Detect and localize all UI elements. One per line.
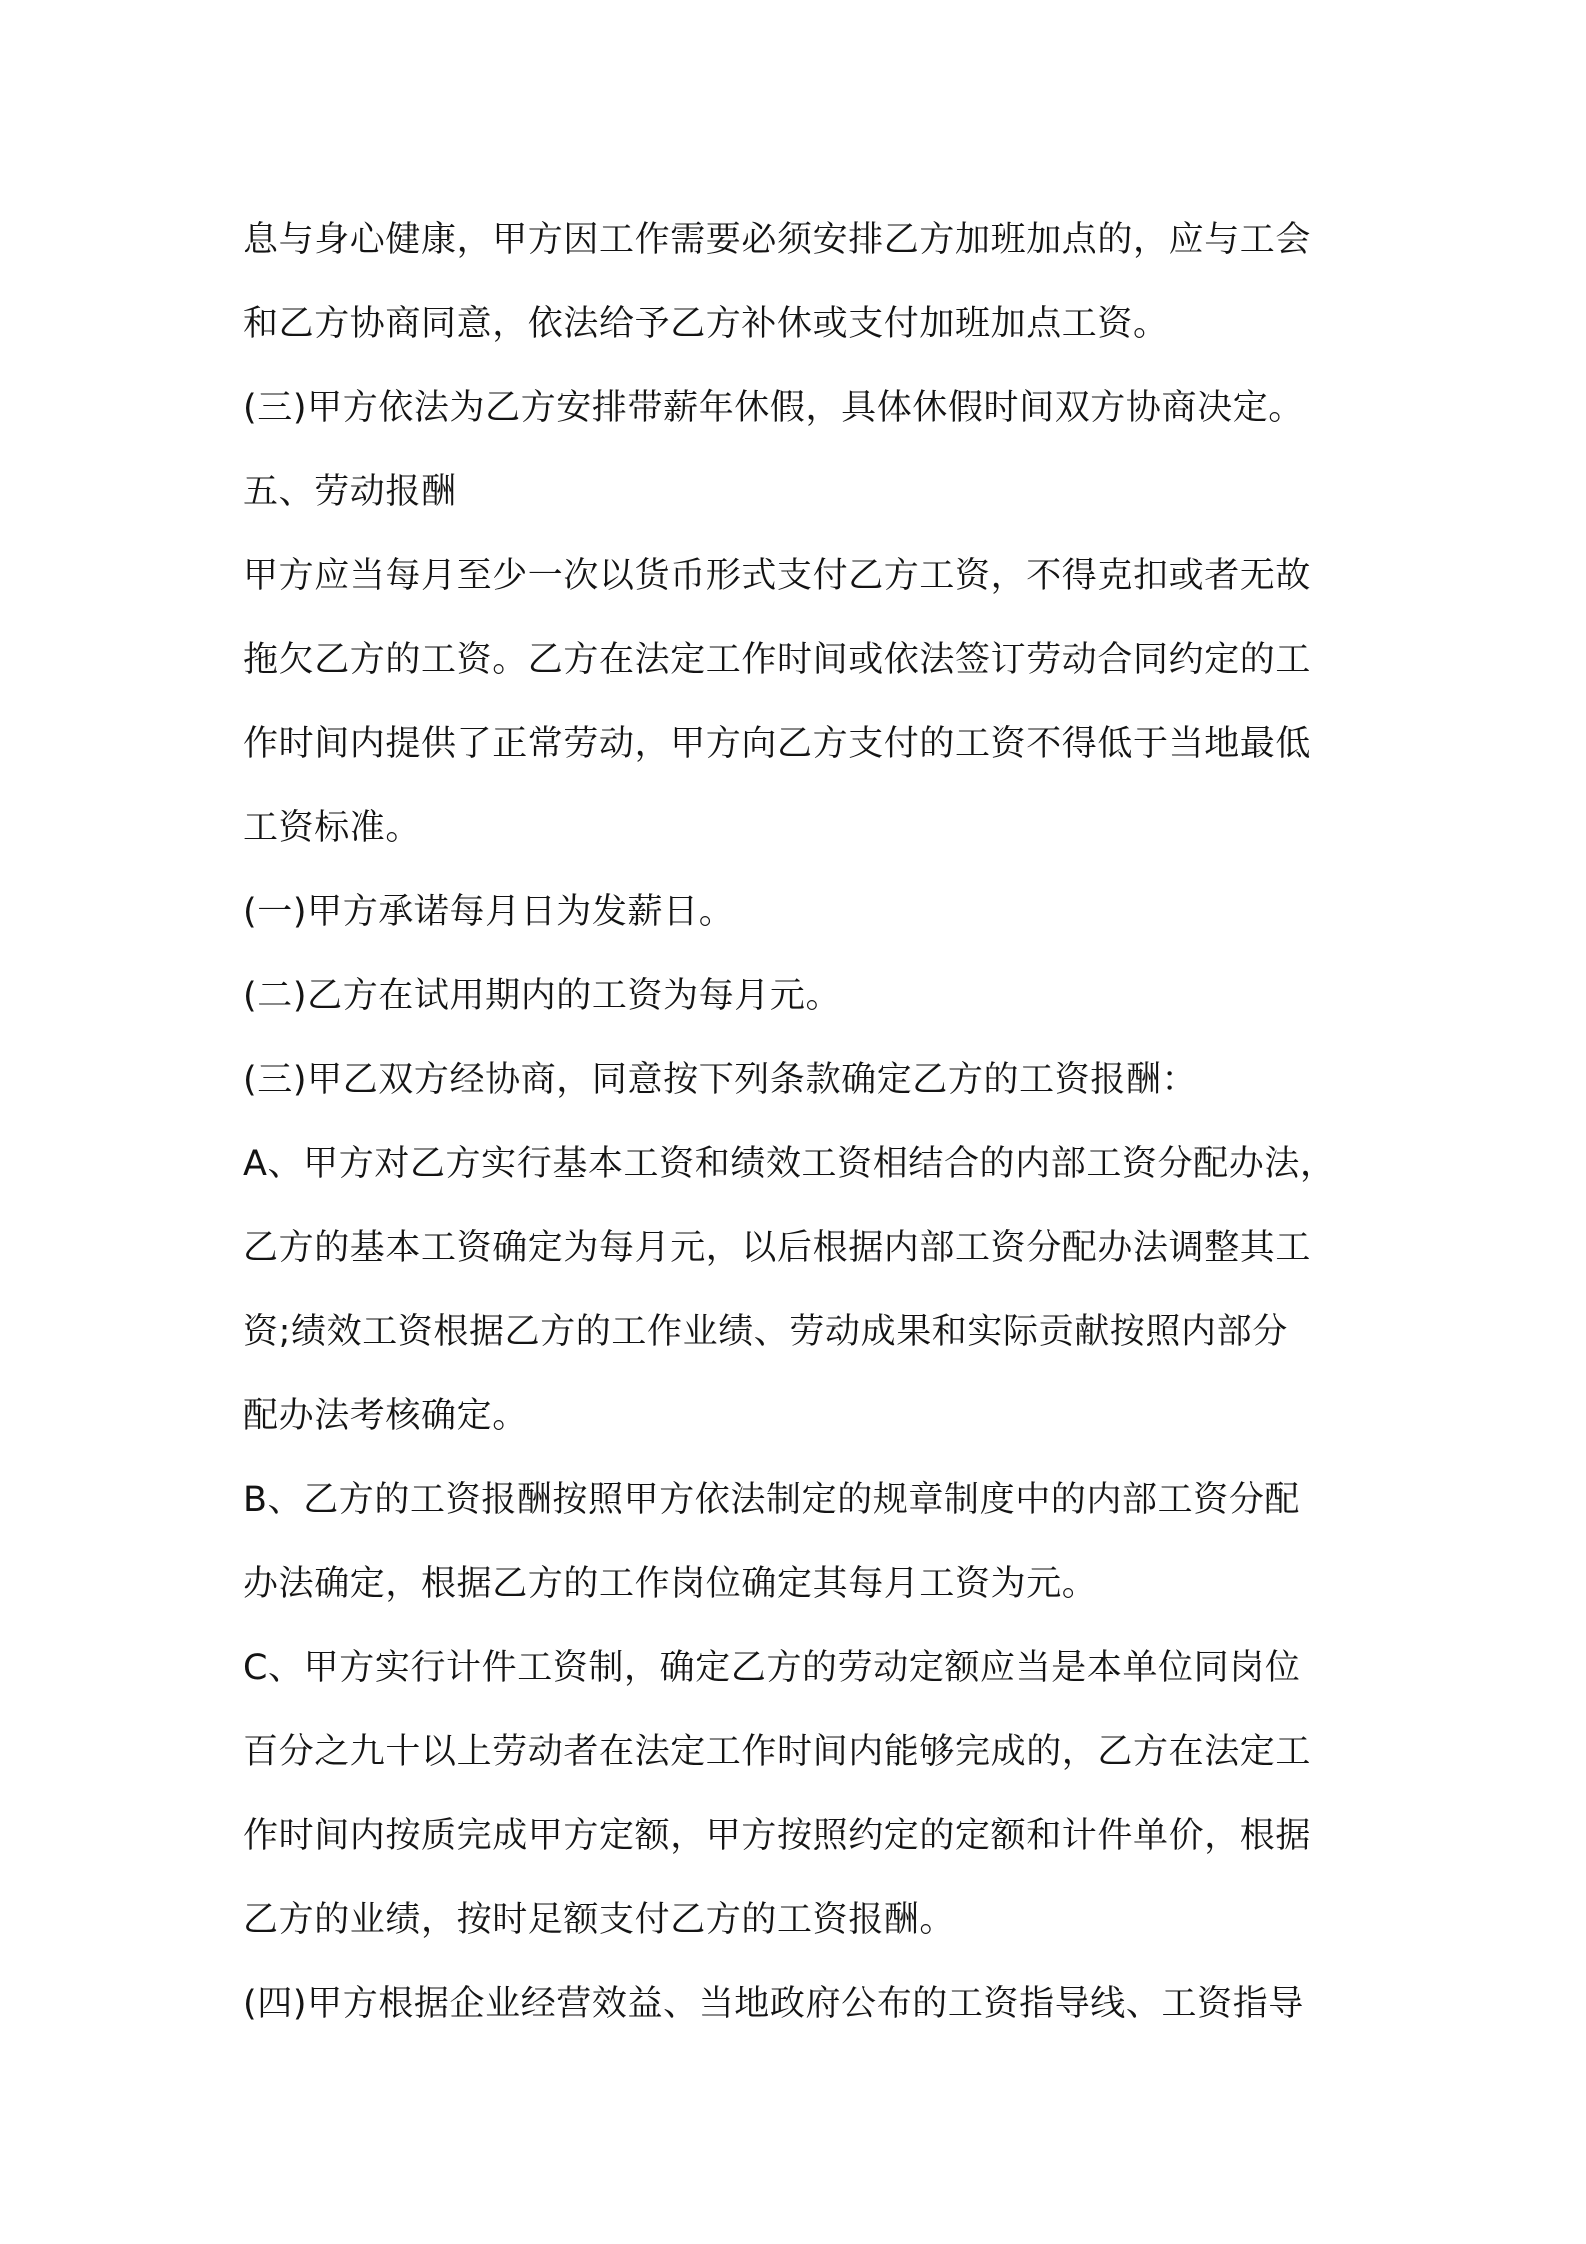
text-line: 乙方的基本工资确定为每月元，以后根据内部工资分配办法调整其工 [243,1228,1312,1268]
text-line: 乙方的业绩，按时足额支付乙方的工资报酬。 [243,1900,956,1940]
text-line: (四)甲方根据企业经营效益、当地政府公布的工资指导线、工资指导 [243,1984,1304,2024]
text-line: 息与身心健康，甲方因工作需要必须安排乙方加班加点的，应与工会 [243,220,1312,260]
text-line: 拖欠乙方的工资。乙方在法定工作时间或依法签订劳动合同约定的工 [243,640,1312,680]
text-line: (一)甲方承诺每月日为发薪日。 [243,892,735,932]
text-line: 配办法考核确定。 [243,1396,528,1436]
text-line: 作时间内提供了正常劳动，甲方向乙方支付的工资不得低于当地最低 [243,724,1312,764]
text-line: 和乙方协商同意，依法给予乙方补休或支付加班加点工资。 [243,304,1169,344]
text-line: 甲方应当每月至少一次以货币形式支付乙方工资，不得克扣或者无故 [243,556,1312,596]
text-line: 工资标准。 [243,808,422,848]
text-line: B、乙方的工资报酬按照甲方依法制定的规章制度中的内部工资分配 [243,1480,1301,1520]
text-line: (三)甲方依法为乙方安排带薪年休假，具体休假时间双方协商决定。 [243,388,1304,428]
document-body [243,198,1363,2046]
text-line: (三)甲乙双方经协商，同意按下列条款确定乙方的工资报酬： [243,1060,1198,1100]
text-line: A、甲方对乙方实行基本工资和绩效工资相结合的内部工资分配办法， [243,1144,1336,1184]
text-line: 资;绩效工资根据乙方的工作业绩、劳动成果和实际贡献按照内部分 [243,1312,1288,1352]
text-line: 百分之九十以上劳动者在法定工作时间内能够完成的，乙方在法定工 [243,1732,1312,1772]
text-line: 作时间内按质完成甲方定额，甲方按照约定的定额和计件单价，根据 [243,1816,1312,1856]
text-line: (二)乙方在试用期内的工资为每月元。 [243,976,842,1016]
section-heading: 五、劳动报酬 [243,472,457,512]
text-line: 办法确定，根据乙方的工作岗位确定其每月工资为元。 [243,1564,1098,1604]
text-line: C、甲方实行计件工资制，确定乙方的劳动定额应当是本单位同岗位 [243,1648,1301,1688]
